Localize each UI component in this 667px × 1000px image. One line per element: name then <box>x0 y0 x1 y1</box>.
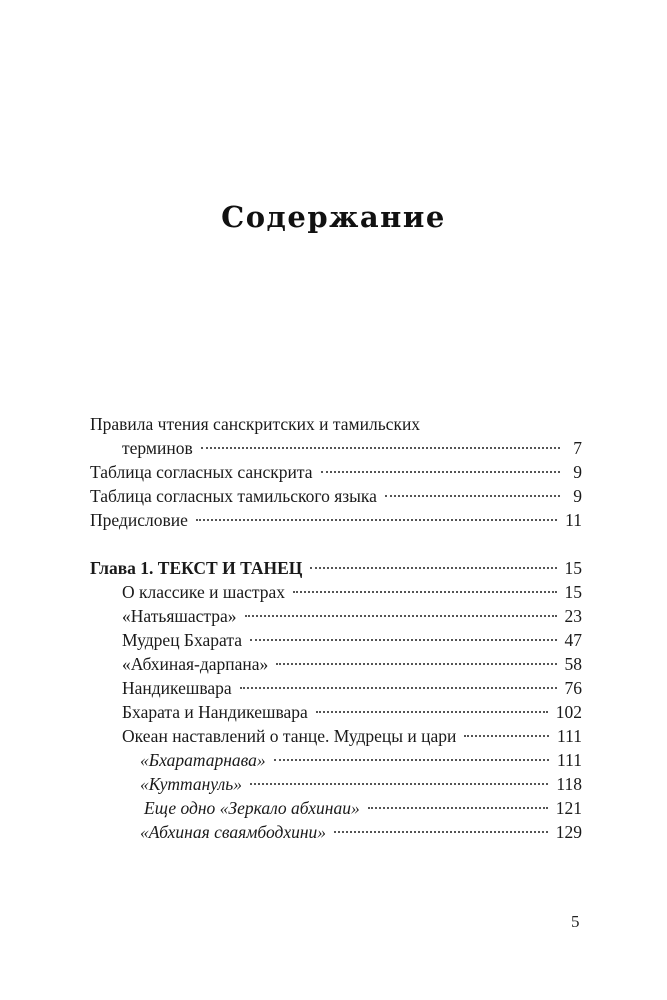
toc-section[interactable] <box>90 724 582 748</box>
toc-entry-label: Таблица согласных санскрита <box>90 462 313 482</box>
toc-entry-label: Таблица согласных тамильского языка <box>90 486 377 506</box>
toc-page-number: 47 <box>564 630 582 650</box>
toc-section[interactable] <box>90 604 582 628</box>
dot-leader <box>368 807 548 809</box>
toc-page-number: 121 <box>555 798 582 818</box>
toc-entry-label: Правила чтения санскритских и тамильских <box>90 414 421 434</box>
dot-leader <box>464 735 549 737</box>
dot-leader <box>196 519 557 521</box>
toc-page-number: 76 <box>564 678 582 698</box>
dot-leader <box>293 591 556 593</box>
dot-leader <box>321 471 560 473</box>
toc-entry-sanskrit-table[interactable] <box>90 460 582 484</box>
dot-leader <box>201 447 560 449</box>
toc-section-label: Нандикешвара <box>122 678 232 698</box>
dot-leader <box>250 783 548 785</box>
toc-page-number: 9 <box>573 486 582 506</box>
toc-page-number: 111 <box>557 726 582 746</box>
dot-leader <box>240 687 557 689</box>
toc-entry-reading-rules[interactable] <box>90 412 582 436</box>
toc-section[interactable] <box>90 700 582 724</box>
dot-leader <box>334 831 548 833</box>
toc-section[interactable] <box>90 676 582 700</box>
toc-section-label: О классике и шастрах <box>122 582 286 602</box>
toc-page-number: 9 <box>573 462 582 482</box>
toc-entry-tamil-table[interactable] <box>90 484 582 508</box>
dot-leader <box>385 495 560 497</box>
toc-subsection[interactable] <box>90 748 582 772</box>
toc-subsection-label: «Куттануль» <box>140 774 242 794</box>
dot-leader <box>316 711 548 713</box>
toc-page-number: 11 <box>565 510 582 530</box>
toc-section-label: Бхарата и Нандикешвара <box>122 702 308 722</box>
table-of-contents <box>90 412 582 844</box>
toc-section-label: Мудрец Бхарата <box>122 630 242 650</box>
page-title: Содержание <box>221 200 446 234</box>
dot-leader <box>310 567 556 569</box>
toc-entry-preface[interactable] <box>90 508 582 532</box>
toc-subsection-label: «Абхиная сваямбодхини» <box>140 822 327 842</box>
toc-page-number: 15 <box>564 558 582 578</box>
toc-page-number: 118 <box>556 774 582 794</box>
toc-page-number: 111 <box>557 750 582 770</box>
toc-page-number: 23 <box>564 606 582 626</box>
toc-section[interactable] <box>90 652 582 676</box>
dot-leader <box>245 615 557 617</box>
toc-entry-label: терминов <box>122 438 193 458</box>
toc-subsection[interactable] <box>90 772 582 796</box>
toc-section[interactable] <box>90 628 582 652</box>
toc-entry-label: Предисловие <box>90 510 188 530</box>
toc-page-number: 102 <box>555 702 582 722</box>
dot-leader <box>250 639 557 641</box>
toc-page-number: 58 <box>564 654 582 674</box>
toc-section-label: Океан наставлений о танце. Мудрецы и цари <box>122 726 457 746</box>
toc-section[interactable] <box>90 580 582 604</box>
toc-page-number: 7 <box>573 438 582 458</box>
dot-leader <box>276 663 556 665</box>
toc-page-number: 15 <box>564 582 582 602</box>
toc-page-number: 129 <box>555 822 582 842</box>
toc-subsection[interactable] <box>90 820 582 844</box>
toc-subsection-label: «Бхаратарнава» <box>140 750 266 770</box>
toc-section-label: «Натьяшастра» <box>122 606 237 626</box>
page-number: 5 <box>571 912 580 931</box>
toc-entry-reading-rules-cont[interactable] <box>90 436 582 460</box>
toc-subsection-label: Еще одно «Зеркало абхинаи» <box>144 798 360 818</box>
toc-subsection[interactable] <box>90 796 582 820</box>
toc-section-label: «Абхиная-дарпана» <box>122 654 269 674</box>
toc-chapter-label: Глава 1. ТЕКСТ И ТАНЕЦ <box>90 558 303 578</box>
dot-leader <box>274 759 549 761</box>
toc-chapter-1[interactable] <box>90 556 582 580</box>
